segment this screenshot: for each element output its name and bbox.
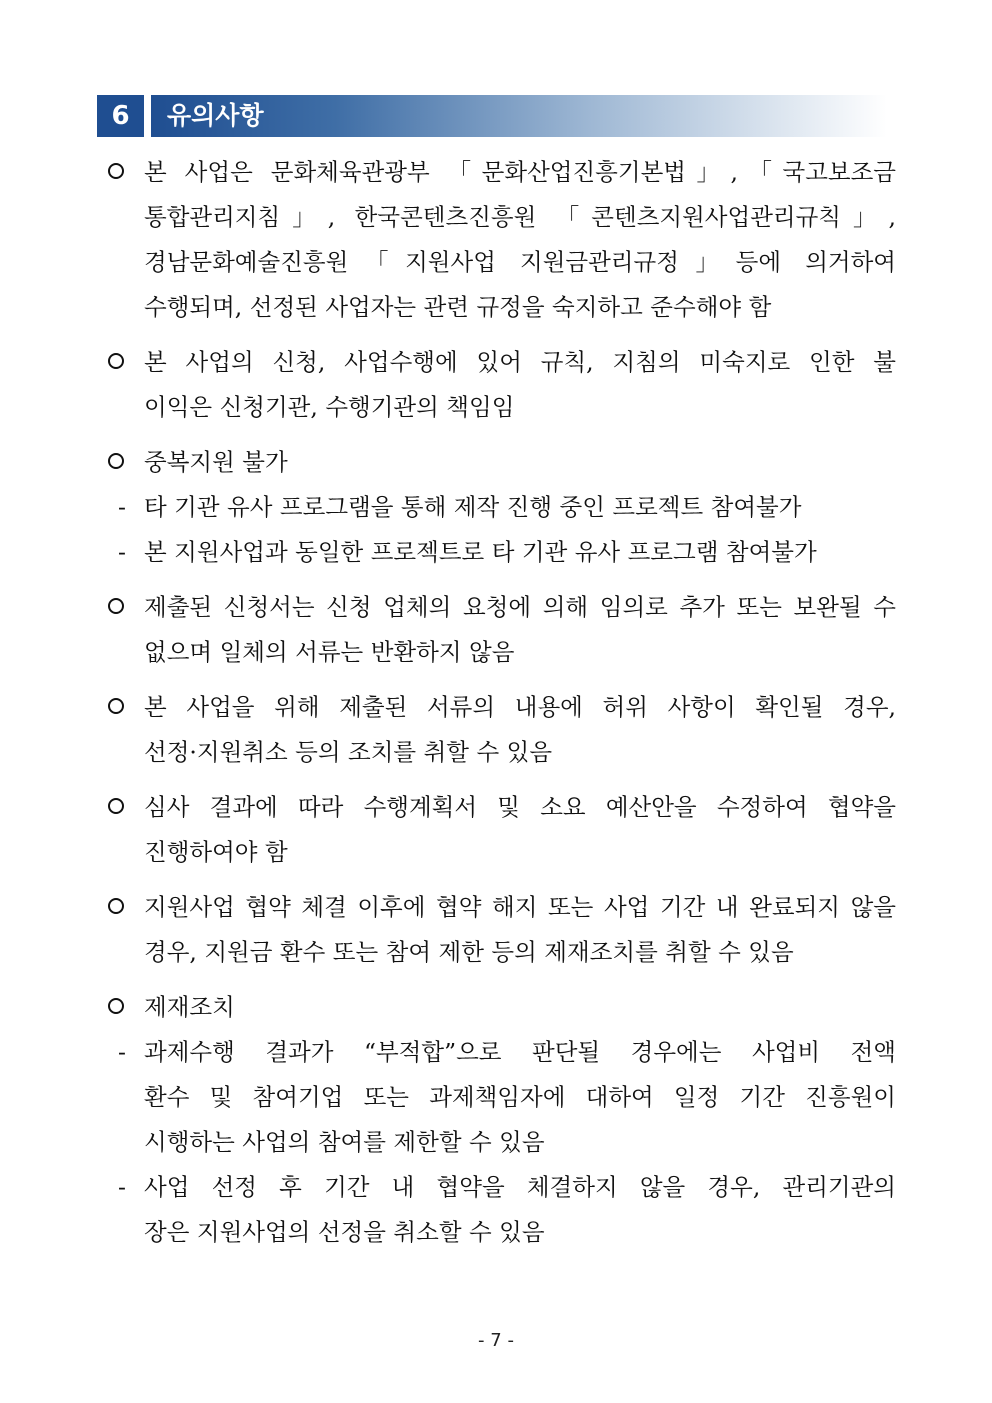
sub-item-text: 장은 지원사업의 선정을 취소할 수 있음 xyxy=(144,1218,545,1246)
notice-item xyxy=(104,340,896,430)
dash-marker: - xyxy=(118,1038,126,1066)
dash-marker: - xyxy=(118,538,126,566)
section-title-bar xyxy=(151,95,887,137)
sub-item-text-line xyxy=(104,1120,896,1165)
notice-text-line: 경우, 지원금 환수 또는 참여 제한 등의 제재조치를 취할 수 있음 xyxy=(144,938,794,966)
notice-text-line: 없으며 일체의 서류는 반환하지 않음 xyxy=(144,638,515,666)
notice-text-line: 중복지원 불가 xyxy=(144,448,288,476)
notice-text-line: 본 사업을 위해 제출된 서류의 내용에 허위 사항이 확인될 경우, xyxy=(144,693,896,721)
notice-item xyxy=(104,885,896,975)
notice-text-line: 이익은 신청기관, 수행기관의 책임임 xyxy=(144,393,515,421)
notice-item xyxy=(104,685,896,775)
notice-text-line: 지원사업 협약 체결 이후에 협약 해지 또는 사업 기간 내 완료되지 않을 xyxy=(144,893,896,921)
notice-text-line: 제재조치 xyxy=(144,993,235,1021)
sub-item-text: 환수 및 참여기업 또는 과제책임자에 대하여 일정 기간 진흥원이 xyxy=(144,1083,896,1111)
notice-item xyxy=(104,150,896,330)
notice-text-line: 선정·지원취소 등의 조치를 취할 수 있음 xyxy=(144,738,553,766)
notice-item xyxy=(104,585,896,675)
notice-text-line: 수행되며, 선정된 사업자는 관련 규정을 숙지하고 준수해야 함 xyxy=(144,293,772,321)
sub-item-text: 사업 선정 후 기간 내 협약을 체결하지 않을 경우, 관리기관의 xyxy=(144,1173,896,1201)
notice-item xyxy=(104,785,896,875)
notice-item xyxy=(104,440,896,575)
dash-marker: - xyxy=(118,1173,126,1201)
notice-text-line: 통합관리지침」, 한국콘텐츠진흥원 「콘텐츠지원사업관리규칙」, xyxy=(144,203,896,231)
sub-item-text-line xyxy=(104,1165,896,1210)
section-number: 6 xyxy=(97,95,144,137)
dash-marker: - xyxy=(118,493,126,521)
sub-item-text: 본 지원사업과 동일한 프로젝트로 타 기관 유사 프로그램 참여불가 xyxy=(144,538,817,566)
sub-item-text-line xyxy=(104,1210,896,1255)
section-header xyxy=(97,95,887,137)
sub-item-text-line xyxy=(104,1075,896,1120)
section-title: 유의사항 xyxy=(167,101,264,130)
page-number: - 7 - xyxy=(478,1330,514,1351)
sub-item-text-line xyxy=(104,485,896,530)
notice-text-line: 제출된 신청서는 신청 업체의 요청에 의해 임의로 추가 또는 보완될 수 xyxy=(144,593,896,621)
notice-text-line: 심사 결과에 따라 수행계획서 및 소요 예산안을 수정하여 협약을 xyxy=(144,793,896,821)
sub-item-text: 타 기관 유사 프로그램을 통해 제작 진행 중인 프로젝트 참여불가 xyxy=(144,493,802,521)
sub-item-text-line xyxy=(104,530,896,575)
sub-item-text-line xyxy=(104,1030,896,1075)
notice-item xyxy=(104,985,896,1255)
notice-text-line: 본 사업은 문화체육관광부 「문화산업진흥기본법」,「국고보조금 xyxy=(144,158,896,186)
sub-item-text: 과제수행 결과가 “부적합”으로 판단될 경우에는 사업비 전액 xyxy=(144,1038,896,1066)
notice-list xyxy=(104,150,896,1265)
notice-text-line: 진행하여야 함 xyxy=(144,838,288,866)
sub-item-text: 시행하는 사업의 참여를 제한할 수 있음 xyxy=(144,1128,545,1156)
notice-text-line: 경남문화예술진흥원「지원사업 지원금관리규정」등에 의거하여 xyxy=(144,248,896,276)
notice-text-line: 본 사업의 신청, 사업수행에 있어 규칙, 지침의 미숙지로 인한 불 xyxy=(144,348,896,376)
